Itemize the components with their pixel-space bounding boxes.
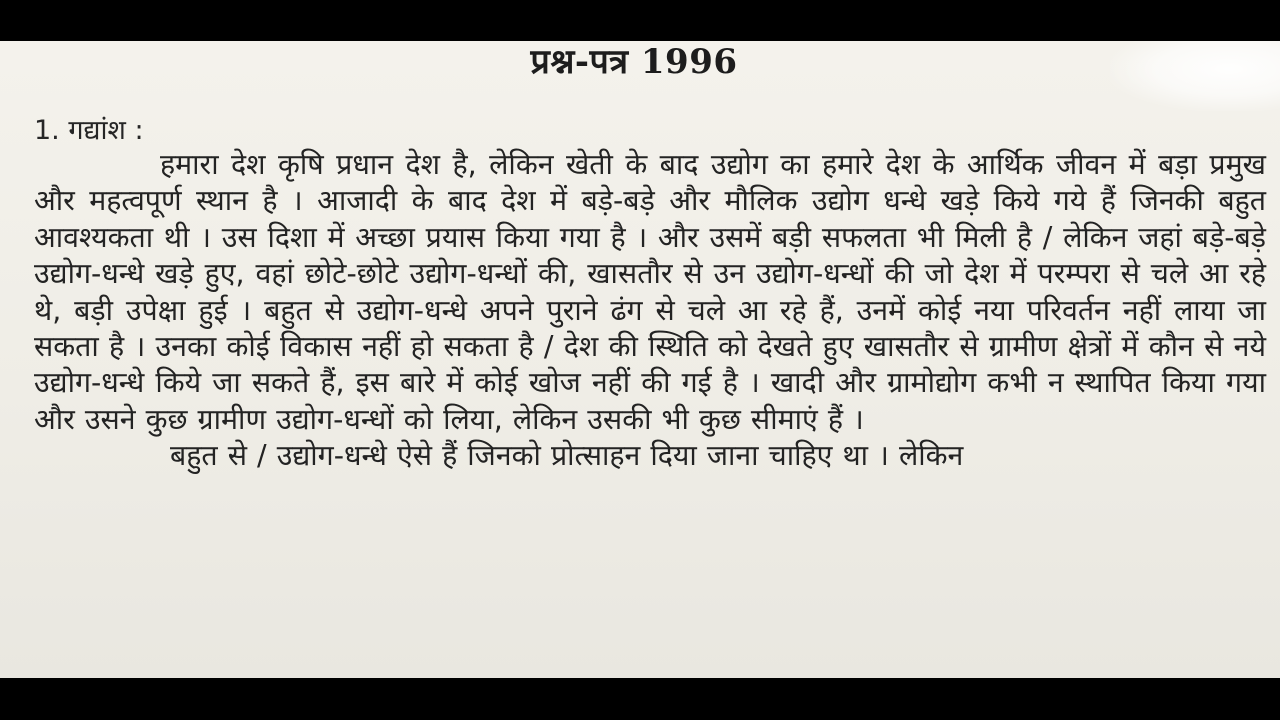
passage-paragraph-2: बहुत से / उद्योग-धन्धे ऐसे हैं जिनको प्रोत्साहन दिया जाना चाहिए था । लेकिन	[170, 439, 964, 473]
passage-paragraph-1: हमारा देश कृषि प्रधान देश है, लेकिन खेती के बाद उद्योग का हमारे देश के आर्थिक जीवन में बड़ा प्रमुख और महत्वपूर्ण स्थान है । आजादी के बाद देश में बड़े-बड़े और मौलिक उद्योग धन्धे खड़े किये गये हैं जिनकी बहुत आवश्यकता थी । उस दिशा में अच्छा प्रयास किया गया है । और उसमें बड़ी सफलता भी मिली है / लेकिन जहां बड़े-बड़े उद्योग-धन्धे खड़े हुए, वहां छोटे-छोटे उद्योग-धन्धों की, खासतौर से उन उद्योग-धन्धों की जो देश में परम्परा से चले आ रहे थे, बड़ी उपेक्षा हुई । बहुत से उद्योग-धन्धे अपने पुराने ढंग से चले आ रहे हैं, उनमें कोई नया परिवर्तन नहीं लाया जा सकता है । उनका कोई विकास नहीं हो सकता है / देश की स्थिति को देखते हुए खासतौर से ग्रामीण क्षेत्रों में कौन से नये उद्योग-धन्धे किये जा सकते हैं, इस बारे में कोई खोज नहीं की गई है । खादी और ग्रामोद्योग कभी न स्थापित किया गया और उसने कुछ ग्रामीण उद्योग-धन्धों को लिया, लेकिन उसकी भी कुछ सीमाएं हैं ।	[34, 148, 1266, 436]
question-label: 1. गद्यांश :	[34, 115, 144, 146]
page-title: प्रश्न-पत्र 1996	[530, 42, 738, 82]
passage-body	[34, 147, 1266, 475]
document-page	[0, 41, 1280, 678]
